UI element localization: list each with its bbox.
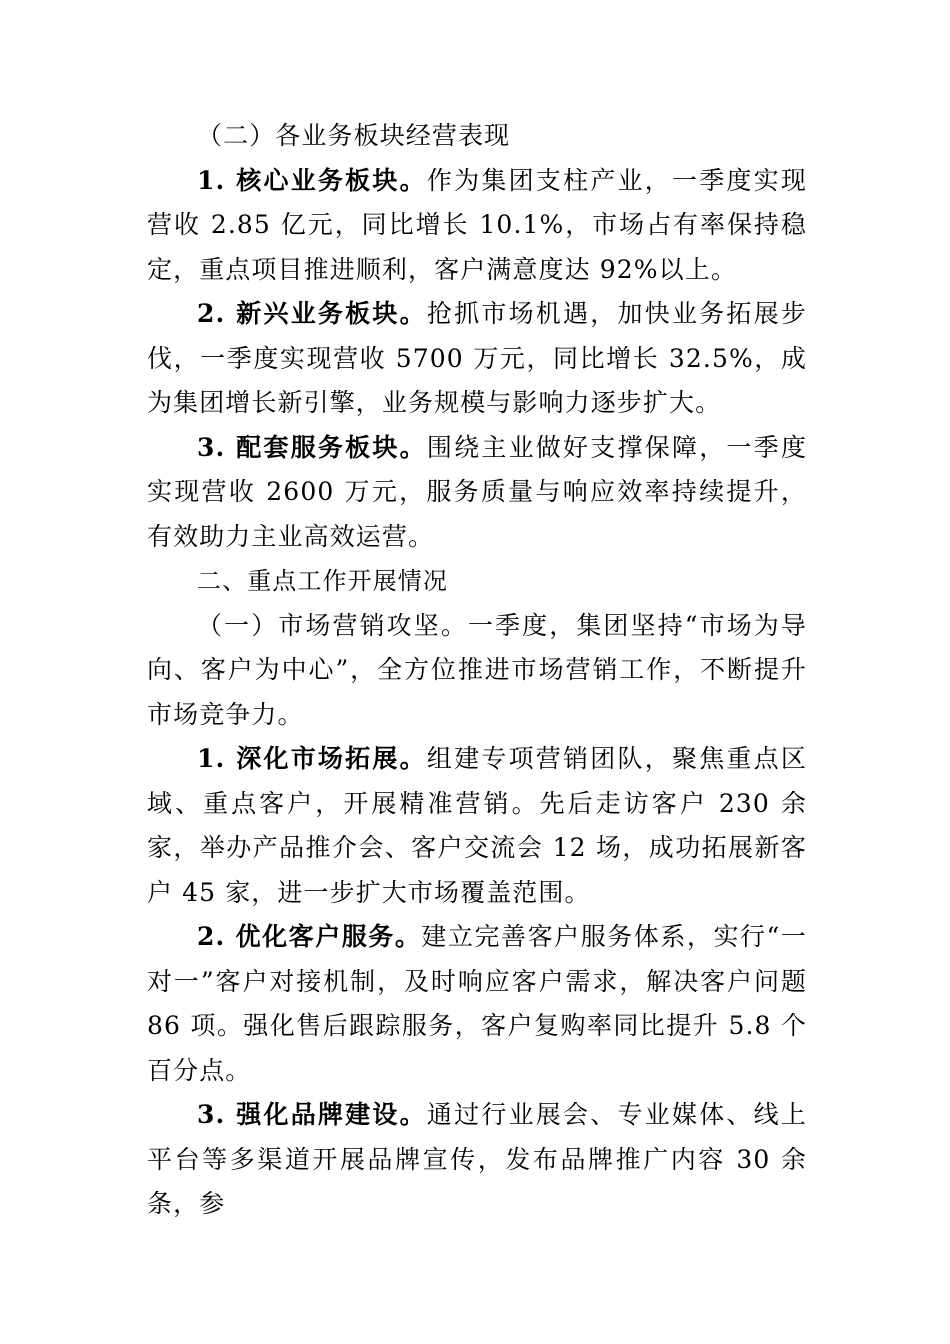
paragraph-body: 作为集团支柱产业，一季度实现营收 2.85 亿元，同比增长 10.1%，市场占有率保持稳定，重点项目推进顺利，客户满意度达 92%以上。 bbox=[147, 165, 807, 284]
paragraph-market-expansion bbox=[147, 737, 807, 915]
paragraph-body: 建立完善客户服务体系，实行“一对一”客户对接机制，及时响应客户需求，解决客户问题 86 项。强化售后跟踪服务，客户复购率同比提升 5.8 个百分点。 bbox=[147, 922, 807, 1085]
paragraph-core-business bbox=[147, 159, 807, 293]
paragraph-body: 通过行业展会、专业媒体、线上平台等多渠道开展品牌宣传，发布品牌推广内容 30 余条，参 bbox=[147, 1100, 807, 1218]
paragraph-lead: 2. 优化客户服务。 bbox=[197, 922, 422, 951]
section-heading-business-segments bbox=[147, 114, 807, 159]
paragraph-brand-building bbox=[147, 1093, 807, 1227]
paragraph-support-services bbox=[147, 426, 807, 560]
main-heading-text: 二、重点工作开展情况 bbox=[197, 567, 448, 595]
paragraph-emerging-business bbox=[147, 292, 807, 426]
paragraph-lead: 3. 强化品牌建设。 bbox=[197, 1100, 427, 1129]
paragraph-body: 围绕主业做好支撑保障，一季度实现营收 2600 万元，服务质量与响应效率持续提升，有效助力主业高效运营。 bbox=[147, 432, 807, 551]
paragraph-lead: 2. 新兴业务板块。 bbox=[197, 299, 427, 328]
paragraph-lead: 1. 核心业务板块。 bbox=[197, 165, 427, 195]
paragraph-customer-service bbox=[147, 915, 807, 1093]
paragraph-lead: 3. 配套服务板块。 bbox=[197, 432, 427, 462]
main-heading-key-work bbox=[147, 559, 807, 604]
paragraph-body: 组建专项营销团队，聚焦重点区域、重点客户，开展精准营销。先后走访客户 230 余家，举办产品推介会、客户交流会 12 场，成功拓展新客户 45 家，进一步扩大市场覆盖范围。 bbox=[147, 744, 807, 907]
section-heading-text: （二）各业务板块经营表现 bbox=[197, 121, 511, 150]
paragraph-marketing-intro bbox=[147, 604, 807, 738]
document-body bbox=[147, 114, 807, 1227]
paragraph-body: 抢抓市场机遇，加快业务拓展步伐，一季度实现营收 5700 万元，同比增长 32.5%，成为集团增长新引擎，业务规模与影响力逐步扩大。 bbox=[147, 299, 807, 417]
paragraph-lead: 1. 深化市场拓展。 bbox=[197, 744, 427, 773]
paragraph-body: （一）市场营销攻坚。一季度，集团坚持“市场为导向、客户为中心”，全方位推进市场营销工作，不断提升市场竞争力。 bbox=[147, 610, 807, 729]
